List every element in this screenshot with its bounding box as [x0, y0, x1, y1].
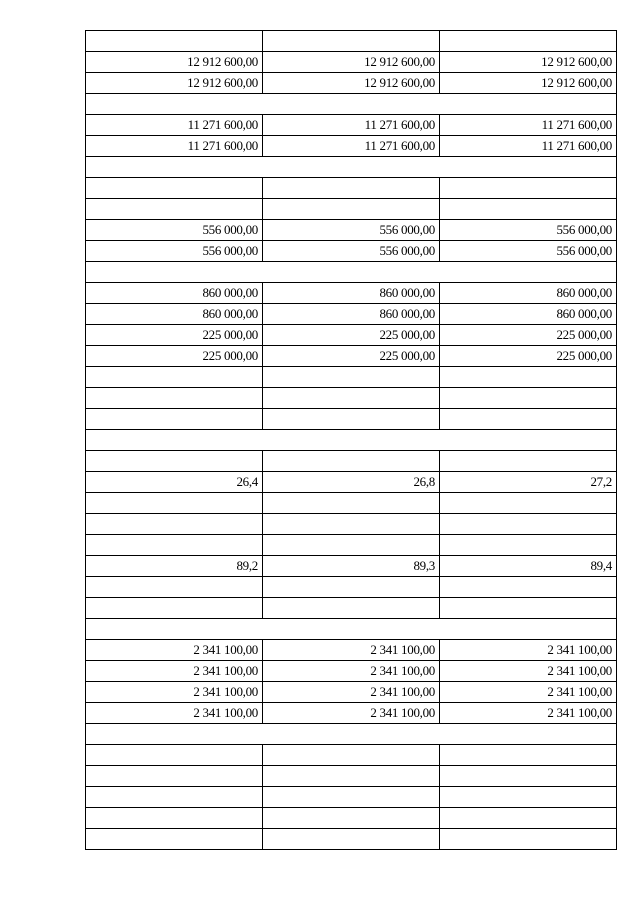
table-cell-col1	[86, 178, 263, 199]
table-section-row-cell	[86, 157, 617, 178]
table-row	[86, 73, 617, 94]
table-cell-col1	[86, 598, 263, 619]
table-cell-col1: 2 341 100,00	[86, 661, 263, 682]
table-row	[86, 346, 617, 367]
table-cell-col2: 12 912 600,00	[263, 73, 440, 94]
table-row	[86, 94, 617, 115]
table-cell-col3	[440, 577, 617, 598]
table-cell-col2: 12 912 600,00	[263, 52, 440, 73]
table-cell-col1: 225 000,00	[86, 325, 263, 346]
table-row	[86, 367, 617, 388]
table-cell-col1	[86, 493, 263, 514]
table-cell-col1	[86, 367, 263, 388]
table-body	[86, 31, 617, 850]
table-row	[86, 430, 617, 451]
table-cell-col2: 2 341 100,00	[263, 661, 440, 682]
table-cell-col2	[263, 388, 440, 409]
table-cell-col1: 11 271 600,00	[86, 136, 263, 157]
table-cell-col3: 556 000,00	[440, 241, 617, 262]
table-cell-col3	[440, 199, 617, 220]
table-row	[86, 472, 617, 493]
table-cell-col2: 225 000,00	[263, 325, 440, 346]
table-cell-col1: 2 341 100,00	[86, 703, 263, 724]
table-cell-col3: 2 341 100,00	[440, 661, 617, 682]
table-cell-col2	[263, 535, 440, 556]
table-cell-col3	[440, 451, 617, 472]
table-row	[86, 640, 617, 661]
table-row	[86, 304, 617, 325]
table-row	[86, 157, 617, 178]
table-cell-col1	[86, 199, 263, 220]
table-cell-col3: 11 271 600,00	[440, 136, 617, 157]
table-cell-col3	[440, 409, 617, 430]
table-cell-col2	[263, 829, 440, 850]
table-cell-col2	[263, 787, 440, 808]
table-cell-col2	[263, 409, 440, 430]
table-cell-col3: 2 341 100,00	[440, 703, 617, 724]
table-cell-col2: 2 341 100,00	[263, 682, 440, 703]
table-cell-col2	[263, 808, 440, 829]
table-cell-col2: 89,3	[263, 556, 440, 577]
table-cell-col3	[440, 829, 617, 850]
table-cell-col1: 2 341 100,00	[86, 682, 263, 703]
table-cell-col1	[86, 409, 263, 430]
table-row	[86, 682, 617, 703]
table-cell-col3: 2 341 100,00	[440, 640, 617, 661]
table-cell-col2: 225 000,00	[263, 346, 440, 367]
table-cell-col1	[86, 766, 263, 787]
table-cell-col2	[263, 598, 440, 619]
table-row	[86, 115, 617, 136]
table-row	[86, 388, 617, 409]
table-cell-col1	[86, 31, 263, 52]
table-row	[86, 31, 617, 52]
table-row	[86, 136, 617, 157]
table-cell-col1	[86, 451, 263, 472]
table-row	[86, 178, 617, 199]
table-cell-col1: 12 912 600,00	[86, 73, 263, 94]
table-row	[86, 598, 617, 619]
table-row	[86, 556, 617, 577]
table-cell-col2: 556 000,00	[263, 241, 440, 262]
table-cell-col1: 26,4	[86, 472, 263, 493]
table-cell-col2	[263, 493, 440, 514]
table-cell-col3: 11 271 600,00	[440, 115, 617, 136]
table-cell-col3	[440, 493, 617, 514]
table-cell-col1: 860 000,00	[86, 283, 263, 304]
table-cell-col3: 27,2	[440, 472, 617, 493]
table-cell-col2	[263, 745, 440, 766]
table-cell-col2: 26,8	[263, 472, 440, 493]
table-cell-col1	[86, 787, 263, 808]
table-cell-col2: 2 341 100,00	[263, 703, 440, 724]
table-cell-col2	[263, 514, 440, 535]
table-row	[86, 52, 617, 73]
table-cell-col2	[263, 199, 440, 220]
table-cell-col3	[440, 745, 617, 766]
table-row	[86, 325, 617, 346]
table-cell-col1: 2 341 100,00	[86, 640, 263, 661]
table-row	[86, 745, 617, 766]
table-row	[86, 577, 617, 598]
table-cell-col3	[440, 514, 617, 535]
table-cell-col1	[86, 388, 263, 409]
table-cell-col1: 860 000,00	[86, 304, 263, 325]
table-cell-col3: 12 912 600,00	[440, 52, 617, 73]
table-cell-col1: 12 912 600,00	[86, 52, 263, 73]
table-cell-col3: 12 912 600,00	[440, 73, 617, 94]
table-cell-col1: 11 271 600,00	[86, 115, 263, 136]
table-row	[86, 535, 617, 556]
table-cell-col2: 11 271 600,00	[263, 136, 440, 157]
table-cell-col1: 89,2	[86, 556, 263, 577]
table-section-row-cell	[86, 94, 617, 115]
table-row	[86, 619, 617, 640]
table-row	[86, 703, 617, 724]
table-cell-col1	[86, 808, 263, 829]
table-cell-col2: 556 000,00	[263, 220, 440, 241]
table-cell-col3	[440, 178, 617, 199]
table-cell-col3: 225 000,00	[440, 325, 617, 346]
table-cell-col2: 860 000,00	[263, 283, 440, 304]
table-row	[86, 451, 617, 472]
table-cell-col2: 860 000,00	[263, 304, 440, 325]
table-cell-col1	[86, 745, 263, 766]
table-row	[86, 808, 617, 829]
table-cell-col3: 860 000,00	[440, 304, 617, 325]
table-section-row-cell	[86, 430, 617, 451]
table-row	[86, 220, 617, 241]
budget-values-table	[85, 30, 617, 850]
table-cell-col3: 2 341 100,00	[440, 682, 617, 703]
table-row	[86, 241, 617, 262]
table-row	[86, 787, 617, 808]
table-row	[86, 661, 617, 682]
table-cell-col1	[86, 514, 263, 535]
table-cell-col1	[86, 829, 263, 850]
table-section-row-cell	[86, 262, 617, 283]
table-cell-col3	[440, 808, 617, 829]
table-cell-col3	[440, 787, 617, 808]
table-cell-col3	[440, 598, 617, 619]
table-row	[86, 766, 617, 787]
table-cell-col3	[440, 535, 617, 556]
table-row	[86, 493, 617, 514]
table-row	[86, 724, 617, 745]
table-cell-col2	[263, 766, 440, 787]
table-section-row-cell	[86, 619, 617, 640]
table-cell-col2	[263, 31, 440, 52]
table-cell-col3: 225 000,00	[440, 346, 617, 367]
table-cell-col2: 2 341 100,00	[263, 640, 440, 661]
table-row	[86, 283, 617, 304]
table-cell-col2	[263, 178, 440, 199]
table-cell-col3	[440, 388, 617, 409]
table-cell-col2	[263, 577, 440, 598]
table-cell-col3	[440, 31, 617, 52]
table-cell-col2: 11 271 600,00	[263, 115, 440, 136]
table-cell-col1: 225 000,00	[86, 346, 263, 367]
table-cell-col1	[86, 577, 263, 598]
table-cell-col3: 89,4	[440, 556, 617, 577]
table-cell-col1: 556 000,00	[86, 220, 263, 241]
table-cell-col1: 556 000,00	[86, 241, 263, 262]
table-cell-col2	[263, 367, 440, 388]
table-cell-col1	[86, 535, 263, 556]
table-cell-col2	[263, 451, 440, 472]
table-row	[86, 829, 617, 850]
table-section-row-cell	[86, 724, 617, 745]
table-cell-col3	[440, 766, 617, 787]
table-cell-col3: 556 000,00	[440, 220, 617, 241]
table-row	[86, 409, 617, 430]
table-row	[86, 514, 617, 535]
table-row	[86, 262, 617, 283]
table-cell-col3: 860 000,00	[440, 283, 617, 304]
table-cell-col3	[440, 367, 617, 388]
table-row	[86, 199, 617, 220]
